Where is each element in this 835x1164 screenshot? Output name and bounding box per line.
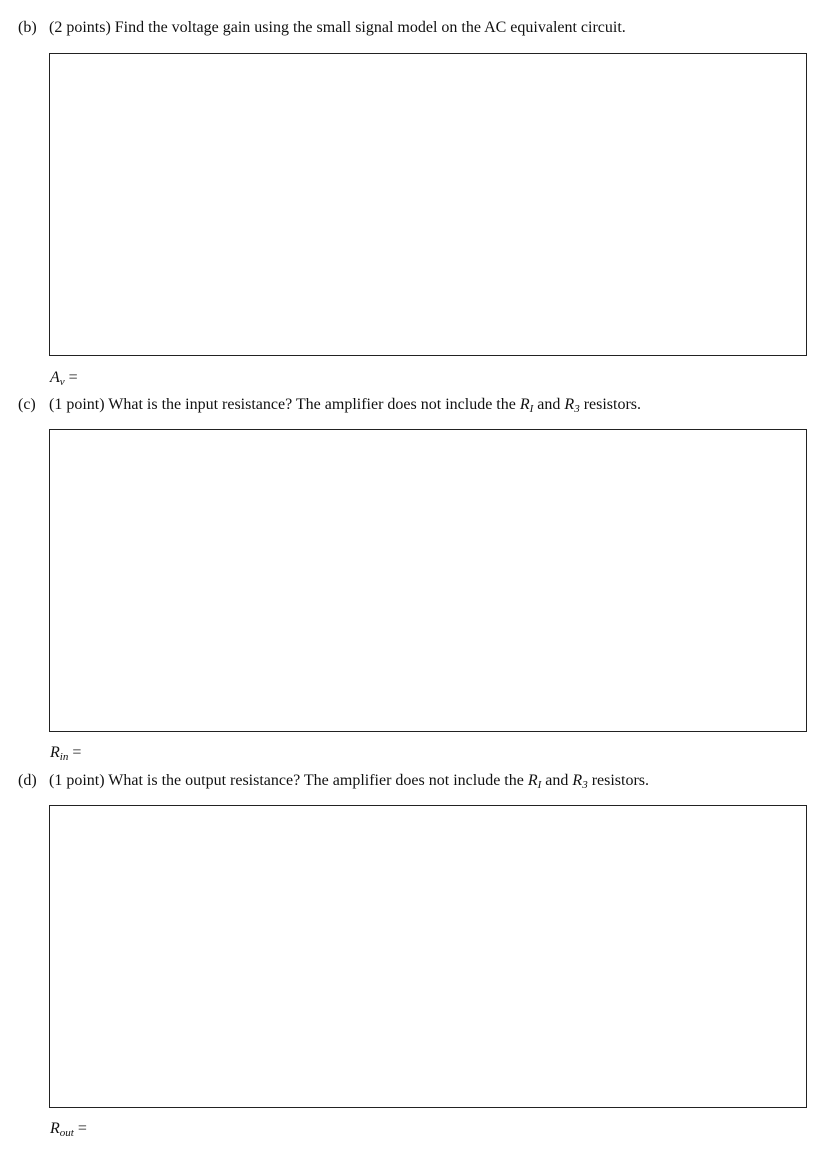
question-b-text: (2 points) Find the voltage gain using the small signal model on the AC equivalent circuit. bbox=[49, 19, 626, 36]
r3-symbol: R bbox=[572, 772, 583, 789]
rout-symbol: R bbox=[50, 1120, 60, 1137]
question-c-label: (c) bbox=[18, 396, 36, 413]
question-d-r3 bbox=[572, 772, 587, 789]
question-c-text: (1 point) What is the input resistance? The amplifier does not include the bbox=[49, 396, 520, 413]
question-b-label: (b) bbox=[18, 19, 37, 36]
ri-subscript: I bbox=[529, 403, 534, 415]
ri-symbol: R bbox=[519, 396, 530, 413]
rin-symbol: R bbox=[50, 744, 60, 761]
av-subscript: v bbox=[59, 376, 65, 388]
question-c-and: and bbox=[533, 396, 565, 413]
question-d-text: (1 point) What is the output resistance? The amplifier does not include the bbox=[49, 772, 528, 789]
r3-symbol: R bbox=[564, 396, 575, 413]
question-b bbox=[18, 18, 626, 38]
answer-box-d[interactable] bbox=[49, 805, 807, 1108]
rout-subscript: out bbox=[59, 1127, 74, 1139]
question-d bbox=[18, 771, 649, 791]
answer-box-c[interactable] bbox=[49, 429, 807, 732]
r3-subscript: 3 bbox=[582, 779, 588, 791]
answer-box-b[interactable] bbox=[49, 53, 807, 356]
question-d-label: (d) bbox=[18, 772, 37, 789]
question-d-ri bbox=[528, 772, 541, 789]
question-c-r3 bbox=[564, 396, 579, 413]
question-d-tail: resistors. bbox=[587, 772, 650, 789]
answer-label-av bbox=[50, 368, 78, 388]
rin-subscript: in bbox=[59, 751, 69, 763]
question-c-ri bbox=[520, 396, 533, 413]
answer-label-rin bbox=[50, 743, 81, 763]
rin-equals: = bbox=[72, 744, 82, 761]
ri-symbol: R bbox=[527, 772, 538, 789]
answer-label-rout bbox=[50, 1119, 87, 1139]
av-symbol: A bbox=[50, 369, 60, 386]
av-equals: = bbox=[68, 369, 78, 386]
rout-equals: = bbox=[77, 1120, 87, 1137]
r3-subscript: 3 bbox=[574, 403, 580, 415]
ri-subscript: I bbox=[537, 779, 542, 791]
question-c bbox=[18, 395, 641, 415]
question-c-tail: resistors. bbox=[579, 396, 642, 413]
question-d-and: and bbox=[541, 772, 573, 789]
